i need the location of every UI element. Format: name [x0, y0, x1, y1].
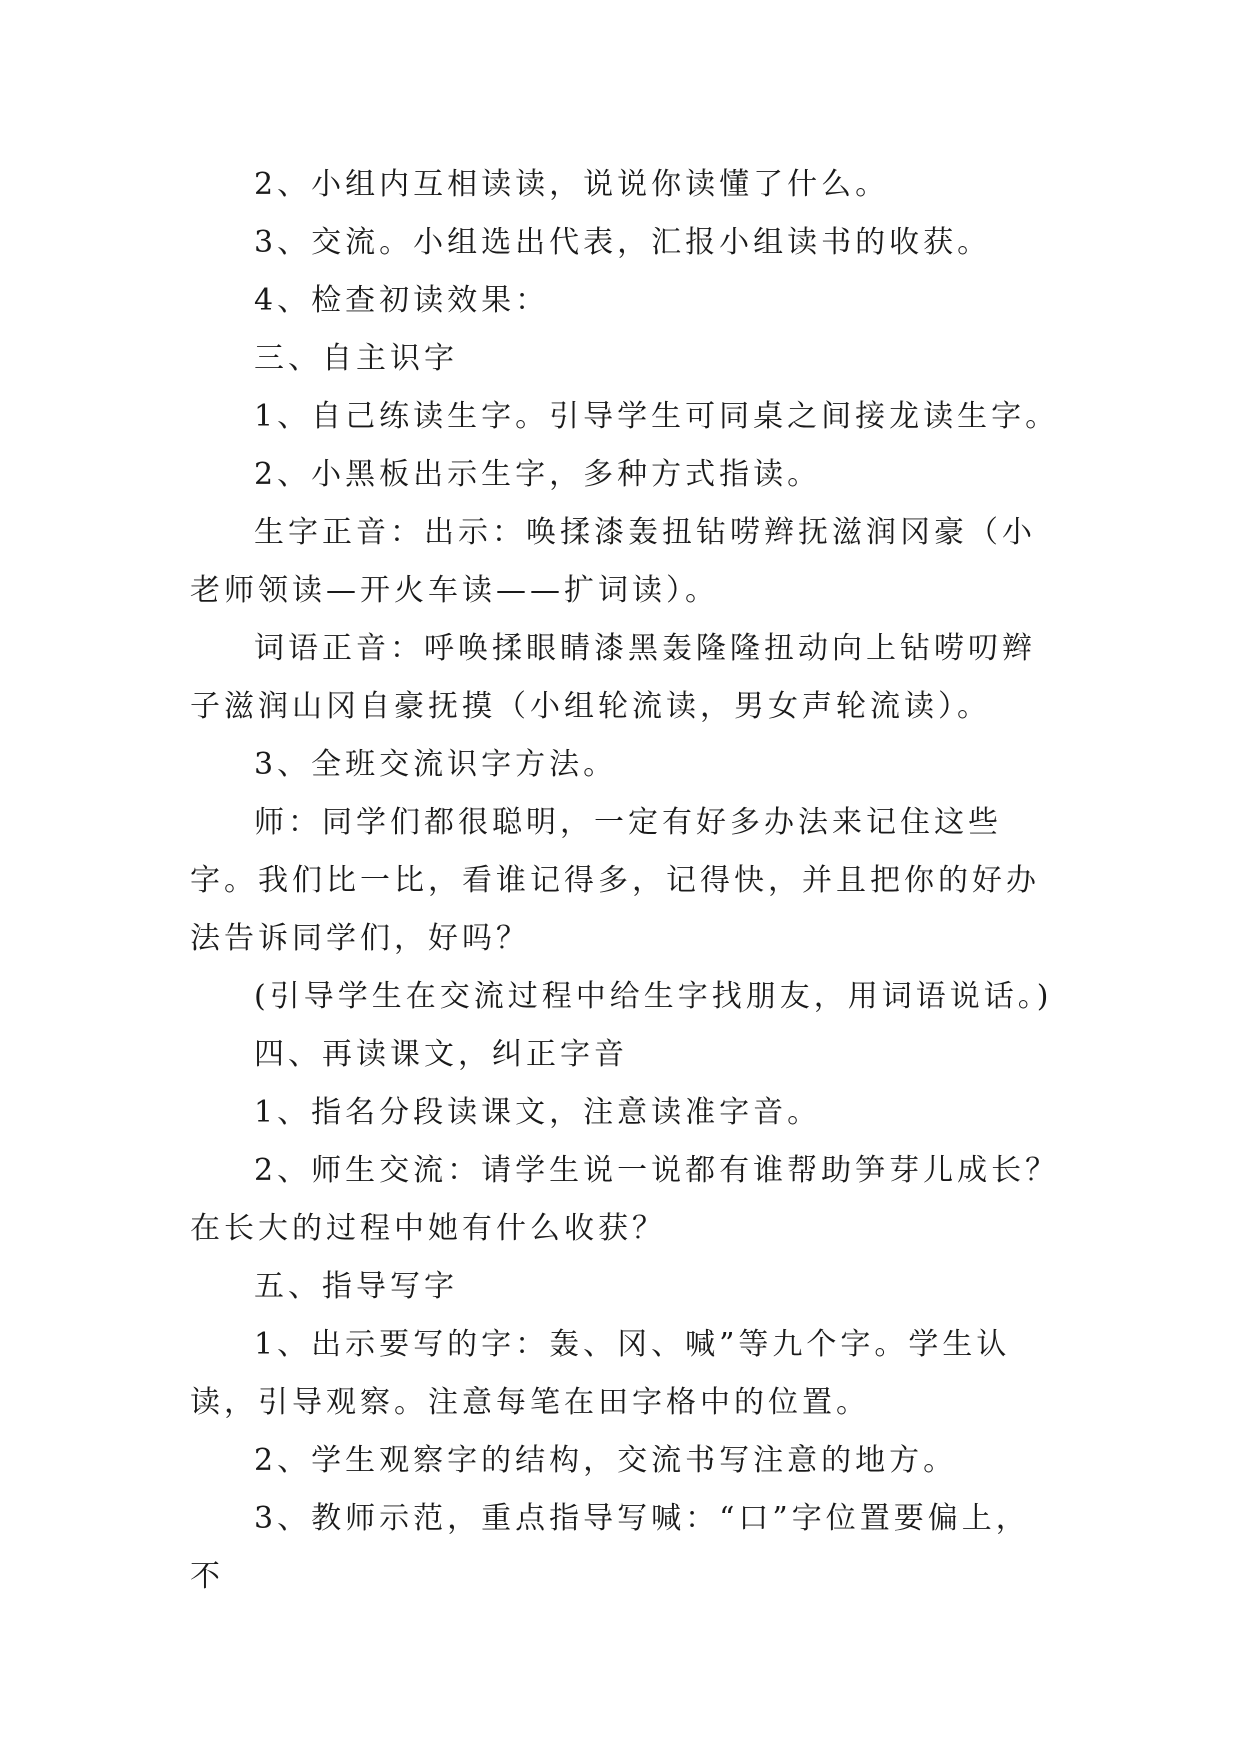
- paragraph: 3、全班交流识字方法。: [254, 747, 618, 782]
- paragraph: 1、自己练读生字。引导学生可同桌之间接龙读生字。: [254, 399, 1060, 434]
- paragraph: 2、小组内互相读读，说说你读懂了什么。: [254, 167, 890, 202]
- section-heading: 四、再读课文，纠正字音: [254, 1037, 628, 1072]
- paragraph: 2、小黑板出示生字，多种方式指读。: [254, 457, 822, 492]
- paragraph: 1、指名分段读课文，注意读准字音。: [254, 1095, 822, 1130]
- paragraph: 词语正音：呼唤揉眼睛漆黑轰隆隆扭动向上钻唠叨辫子滋润山冈自豪抚摸（小组轮流读，男女声轮流读）。: [190, 631, 1036, 724]
- paragraph: 生字正音：出示：唤揉漆轰扭钻唠辫抚滋润冈豪（小老师领读—开火车读——扩词读）。: [190, 515, 1036, 608]
- paragraph: 4、检查初读效果：: [254, 283, 550, 318]
- paragraph: 1、出示要写的字：轰、冈、喊”等九个字。学生认读，引导观察。注意每笔在田字格中的位置。: [190, 1327, 1011, 1420]
- paragraph: (引导学生在交流过程中给生字找朋友，用词语说话。): [254, 979, 1053, 1014]
- paragraph: 3、教师示范，重点指导写喊：“口”字位置要偏上，不: [190, 1501, 1030, 1594]
- section-heading: 三、自主识字: [254, 341, 458, 376]
- document-page: [190, 156, 1060, 1606]
- section-heading: 五、指导写字: [254, 1269, 458, 1304]
- paragraph: 2、学生观察字的结构，交流书写注意的地方。: [254, 1443, 958, 1478]
- paragraph: 2、师生交流：请学生说一说都有谁帮助笋芽儿成长？在长大的过程中她有什么收获？: [190, 1153, 1060, 1246]
- paragraph: 3、交流。小组选出代表，汇报小组读书的收获。: [254, 225, 992, 260]
- paragraph: 师：同学们都很聪明，一定有好多办法来记住这些字。我们比一比，看谁记得多，记得快，并且把你的好办法告诉同学们，好吗？: [190, 805, 1040, 956]
